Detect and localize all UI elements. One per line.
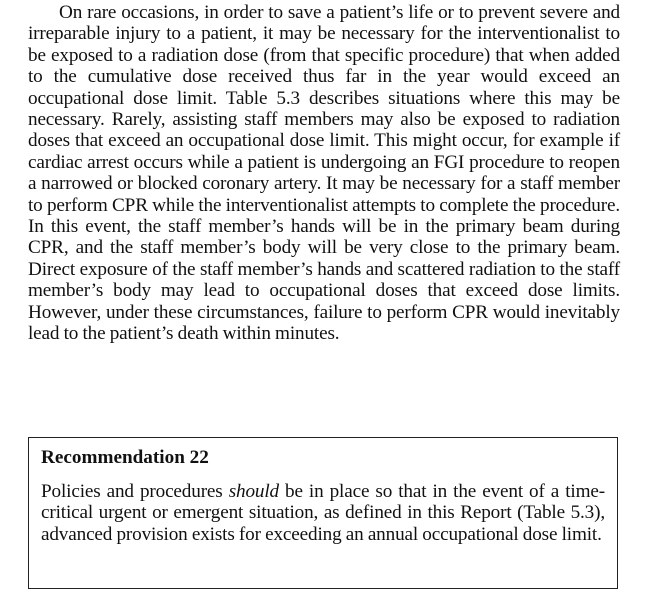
recommendation-box [28,437,618,589]
recommendation-emphasis: should [228,481,279,502]
recommendation-text [41,481,605,545]
recommendation-text-start: Policies and procedures [41,481,229,502]
recommendation-text-end: be in place so that in the event of a time-critical urgent or emergent situation, as defined in this Report (Table 5.3), advanced provision exists for exceeding an annual occupational dose limit. [41,481,605,545]
recommendation-title: Recommendation 22 [41,447,209,468]
body-paragraph: On rare occasions, in order to save a patient’s life or to prevent severe and irreparable injury to a patient, it may be necessary for the interventionalist to be exposed to a radiation dose (from that specific procedure) that when added to the cumulative dose received thus far in the year would exceed an occupational dose limit. Table 5.3 describes situations where this may be necessary. Rarely, assisting staff members may also be exposed to radiation doses that exceed an occupational dose limit. This might occur, for example if cardiac arrest occurs while a patient is undergoing an FGI procedure to reopen a narrowed or blocked coronary artery. It may be necessary for a staff member to perform CPR while the interventionalist attempts to complete the procedure. In this event, the staff member’s hands will be in the primary beam during CPR, and the staff member’s body will be very close to the primary beam. Direct exposure of the staff member’s hands and scattered radiation to the staff member’s body may lead to occupational doses that exceed dose limits. However, under these circumstances, failure to perform CPR would inevitably lead to the patient’s death within minutes. [28,2,620,345]
document-page [28,2,620,345]
